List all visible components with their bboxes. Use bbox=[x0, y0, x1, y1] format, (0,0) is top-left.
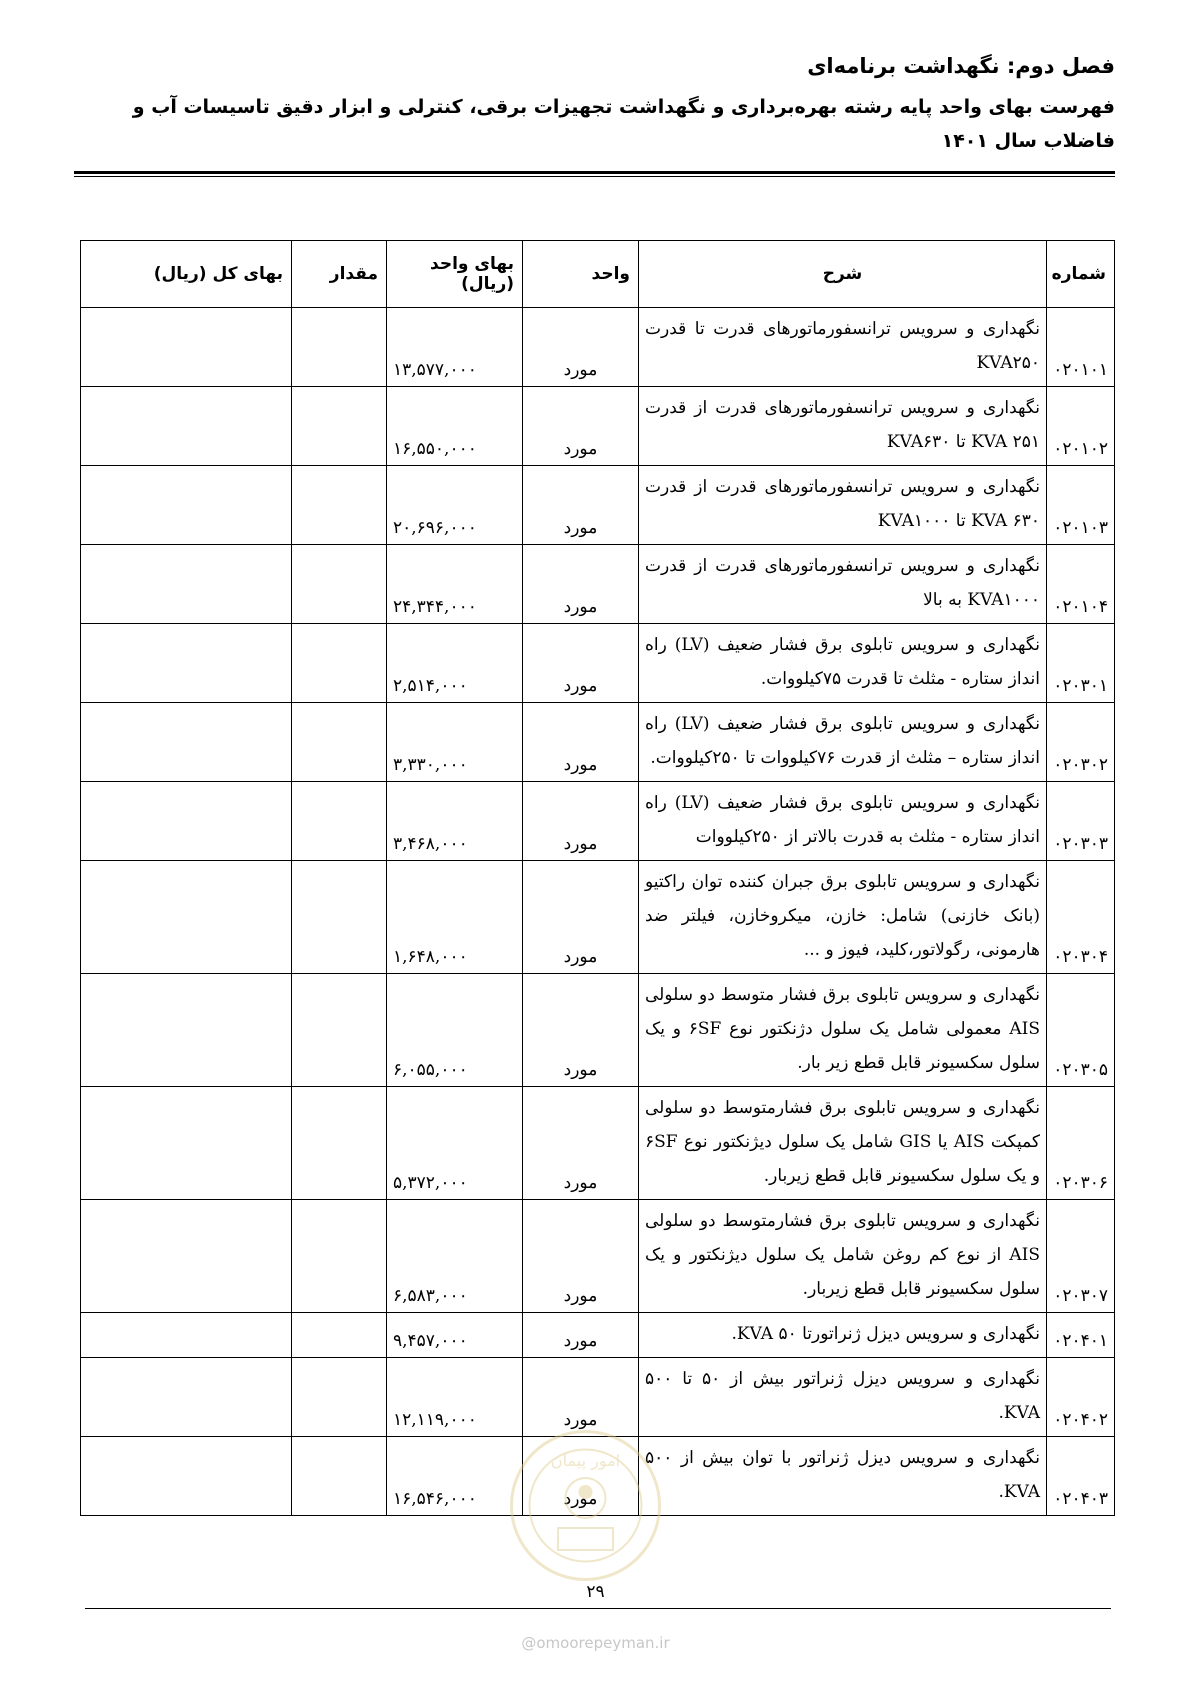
row-code: ۰۲۰۳۰۴ bbox=[1047, 861, 1115, 974]
row-unit: مورد bbox=[523, 1437, 639, 1516]
table-row bbox=[81, 1358, 1115, 1437]
row-description: نگهداری و سرویس تابلوی برق فشار متوسط دو سلولی AIS معمولی شامل یک سلول دژنکتور نوع ۶SF و یک سلول سکسیونر قابل قطع زیر بار. bbox=[639, 974, 1047, 1087]
row-quantity bbox=[292, 974, 387, 1087]
row-unit: مورد bbox=[523, 1200, 639, 1313]
row-quantity bbox=[292, 1358, 387, 1437]
row-total bbox=[81, 1087, 292, 1200]
page-number: ۲۹ bbox=[586, 1582, 605, 1602]
table-row bbox=[81, 1087, 1115, 1200]
row-code: ۰۲۰۴۰۳ bbox=[1047, 1437, 1115, 1516]
row-unit: مورد bbox=[523, 782, 639, 861]
row-unit: مورد bbox=[523, 545, 639, 624]
row-total bbox=[81, 1437, 292, 1516]
row-description: نگهداری و سرویس ترانسفورماتورهای قدرت تا قدرت KVA۲۵۰ bbox=[639, 308, 1047, 387]
seal-head-icon bbox=[579, 1485, 593, 1499]
page-header bbox=[120, 50, 1115, 158]
row-code: ۰۲۰۴۰۲ bbox=[1047, 1358, 1115, 1437]
row-quantity bbox=[292, 466, 387, 545]
row-total bbox=[81, 703, 292, 782]
row-quantity bbox=[292, 861, 387, 974]
row-code: ۰۲۰۳۰۳ bbox=[1047, 782, 1115, 861]
row-unit: مورد bbox=[523, 1358, 639, 1437]
row-unit-price: ۲۴,۳۴۴,۰۰۰ bbox=[387, 545, 523, 624]
row-unit-price: ۳,۴۶۸,۰۰۰ bbox=[387, 782, 523, 861]
row-unit-price: ۱۳,۵۷۷,۰۰۰ bbox=[387, 308, 523, 387]
header-rule-thin bbox=[74, 176, 1115, 177]
row-description: نگهداری و سرویس تابلوی برق فشار ضعیف (LV) راه انداز ستاره - مثلث تا قدرت ۷۵کیلووات. bbox=[639, 624, 1047, 703]
row-quantity bbox=[292, 624, 387, 703]
row-unit: مورد bbox=[523, 703, 639, 782]
table-header-row bbox=[81, 241, 1115, 308]
row-total bbox=[81, 1358, 292, 1437]
row-description: نگهداری و سرویس دیزل ژنراتور با توان بیش از ۵۰۰ KVA. bbox=[639, 1437, 1047, 1516]
row-total bbox=[81, 308, 292, 387]
row-unit-price: ۱,۶۴۸,۰۰۰ bbox=[387, 861, 523, 974]
row-code: ۰۲۰۱۰۴ bbox=[1047, 545, 1115, 624]
row-unit-price: ۱۶,۵۴۶,۰۰۰ bbox=[387, 1437, 523, 1516]
header-total: بهای کل (ریال) bbox=[81, 241, 292, 308]
row-unit-price: ۱۲,۱۱۹,۰۰۰ bbox=[387, 1358, 523, 1437]
row-description: نگهداری و سرویس ترانسفورماتورهای قدرت از قدرت KVA ۲۵۱ تا KVA۶۳۰ bbox=[639, 387, 1047, 466]
row-unit-price: ۵,۳۷۲,۰۰۰ bbox=[387, 1087, 523, 1200]
row-code: ۰۲۰۳۰۵ bbox=[1047, 974, 1115, 1087]
row-quantity bbox=[292, 703, 387, 782]
row-code: ۰۲۰۳۰۱ bbox=[1047, 624, 1115, 703]
row-description: نگهداری و سرویس تابلوی برق فشار ضعیف (LV) راه انداز ستاره - مثلث به قدرت بالاتر از ۲۵۰کیلووات bbox=[639, 782, 1047, 861]
table-row bbox=[81, 624, 1115, 703]
row-code: ۰۲۰۳۰۲ bbox=[1047, 703, 1115, 782]
row-total bbox=[81, 1313, 292, 1358]
row-unit-price: ۲,۵۱۴,۰۰۰ bbox=[387, 624, 523, 703]
row-quantity bbox=[292, 308, 387, 387]
header-unit-price: بهای واحد (ریال) bbox=[387, 241, 523, 308]
row-description: نگهداری و سرویس تابلوی برق فشار ضعیف (LV) راه انداز ستاره – مثلث از قدرت ۷۶کیلووات تا ۲۵۰کیلووات. bbox=[639, 703, 1047, 782]
row-total bbox=[81, 624, 292, 703]
row-total bbox=[81, 387, 292, 466]
table-row bbox=[81, 308, 1115, 387]
row-description: نگهداری و سرویس تابلوی برق فشارمتوسط دو سلولی AIS از نوع کم روغن شامل یک سلول دیژنکتور و یک سلول سکسیونر قابل قطع زیربار. bbox=[639, 1200, 1047, 1313]
row-total bbox=[81, 974, 292, 1087]
table-row bbox=[81, 387, 1115, 466]
table-row bbox=[81, 545, 1115, 624]
row-code: ۰۲۰۴۰۱ bbox=[1047, 1313, 1115, 1358]
row-quantity bbox=[292, 782, 387, 861]
row-unit: مورد bbox=[523, 308, 639, 387]
row-quantity bbox=[292, 387, 387, 466]
header-unit: واحد bbox=[523, 241, 639, 308]
row-code: ۰۲۰۳۰۷ bbox=[1047, 1200, 1115, 1313]
row-unit: مورد bbox=[523, 861, 639, 974]
row-total bbox=[81, 861, 292, 974]
header-description: شرح bbox=[639, 241, 1047, 308]
table-row bbox=[81, 782, 1115, 861]
seal-icon bbox=[508, 1428, 663, 1583]
row-unit-price: ۶,۰۵۵,۰۰۰ bbox=[387, 974, 523, 1087]
row-unit-price: ۹,۴۵۷,۰۰۰ bbox=[387, 1313, 523, 1358]
row-unit: مورد bbox=[523, 466, 639, 545]
table-row bbox=[81, 703, 1115, 782]
header-code: شماره bbox=[1047, 241, 1115, 308]
header-quantity: مقدار bbox=[292, 241, 387, 308]
row-unit-price: ۶,۵۸۳,۰۰۰ bbox=[387, 1200, 523, 1313]
row-total bbox=[81, 545, 292, 624]
row-description: نگهداری و سرویس ترانسفورماتورهای قدرت از قدرت KVA۱۰۰۰ به بالا bbox=[639, 545, 1047, 624]
table-row bbox=[81, 1313, 1115, 1358]
chapter-title: فصل دوم: نگهداشت برنامه‌ای bbox=[807, 54, 1115, 78]
row-description: نگهداری و سرویس تابلوی برق فشارمتوسط دو سلولی کمپکت AIS یا GIS شامل یک سلول دیژنکتور نوع ۶SF و یک سلول سکسیونر قابل قطع زیربار. bbox=[639, 1087, 1047, 1200]
seal-text: امور پیمان bbox=[550, 1451, 621, 1470]
row-quantity bbox=[292, 1437, 387, 1516]
website-watermark: @omoorepeyman.ir bbox=[521, 1634, 670, 1652]
row-description: نگهداری و سرویس ترانسفورماتورهای قدرت از قدرت KVA ۶۳۰ تا KVA۱۰۰۰ bbox=[639, 466, 1047, 545]
table-row bbox=[81, 974, 1115, 1087]
row-quantity bbox=[292, 1200, 387, 1313]
row-unit-price: ۳,۳۳۰,۰۰۰ bbox=[387, 703, 523, 782]
table-row bbox=[81, 466, 1115, 545]
row-description: نگهداری و سرویس دیزل ژنراتور بیش از ۵۰ تا ۵۰۰ KVA. bbox=[639, 1358, 1047, 1437]
row-unit-price: ۲۰,۶۹۶,۰۰۰ bbox=[387, 466, 523, 545]
row-code: ۰۲۰۱۰۲ bbox=[1047, 387, 1115, 466]
row-description: نگهداری و سرویس دیزل ژنراتورتا ۵۰ KVA. bbox=[639, 1313, 1047, 1358]
row-total bbox=[81, 1200, 292, 1313]
row-unit-price: ۱۶,۵۵۰,۰۰۰ bbox=[387, 387, 523, 466]
header-rule-thick bbox=[74, 171, 1115, 174]
row-total bbox=[81, 466, 292, 545]
row-unit: مورد bbox=[523, 1087, 639, 1200]
row-unit: مورد bbox=[523, 1313, 639, 1358]
row-description: نگهداری و سرویس تابلوی برق جبران کننده توان راکتیو (بانک خازنی) شامل: خازن، میکروخازن، فیلتر ضد هارمونی، رگولاتور،کلید، فیوز و ... bbox=[639, 861, 1047, 974]
row-quantity bbox=[292, 1087, 387, 1200]
row-quantity bbox=[292, 545, 387, 624]
row-code: ۰۲۰۳۰۶ bbox=[1047, 1087, 1115, 1200]
table-row bbox=[81, 861, 1115, 974]
row-code: ۰۲۰۱۰۱ bbox=[1047, 308, 1115, 387]
price-list-table bbox=[80, 240, 1115, 1516]
row-code: ۰۲۰۱۰۳ bbox=[1047, 466, 1115, 545]
row-unit: مورد bbox=[523, 387, 639, 466]
footer-rule bbox=[85, 1608, 1111, 1609]
seal-grid-icon bbox=[558, 1528, 613, 1550]
table-row bbox=[81, 1200, 1115, 1313]
row-total bbox=[81, 782, 292, 861]
document-subtitle: فهرست بهای واحد پایه رشته بهره‌برداری و نگهداشت تجهیزات برقی، کنترلی و ابزار دقیق تاسیسات آب و فاضلاب سال ۱۴۰۱ bbox=[132, 96, 1115, 152]
row-unit: مورد bbox=[523, 624, 639, 703]
row-unit: مورد bbox=[523, 974, 639, 1087]
row-quantity bbox=[292, 1313, 387, 1358]
